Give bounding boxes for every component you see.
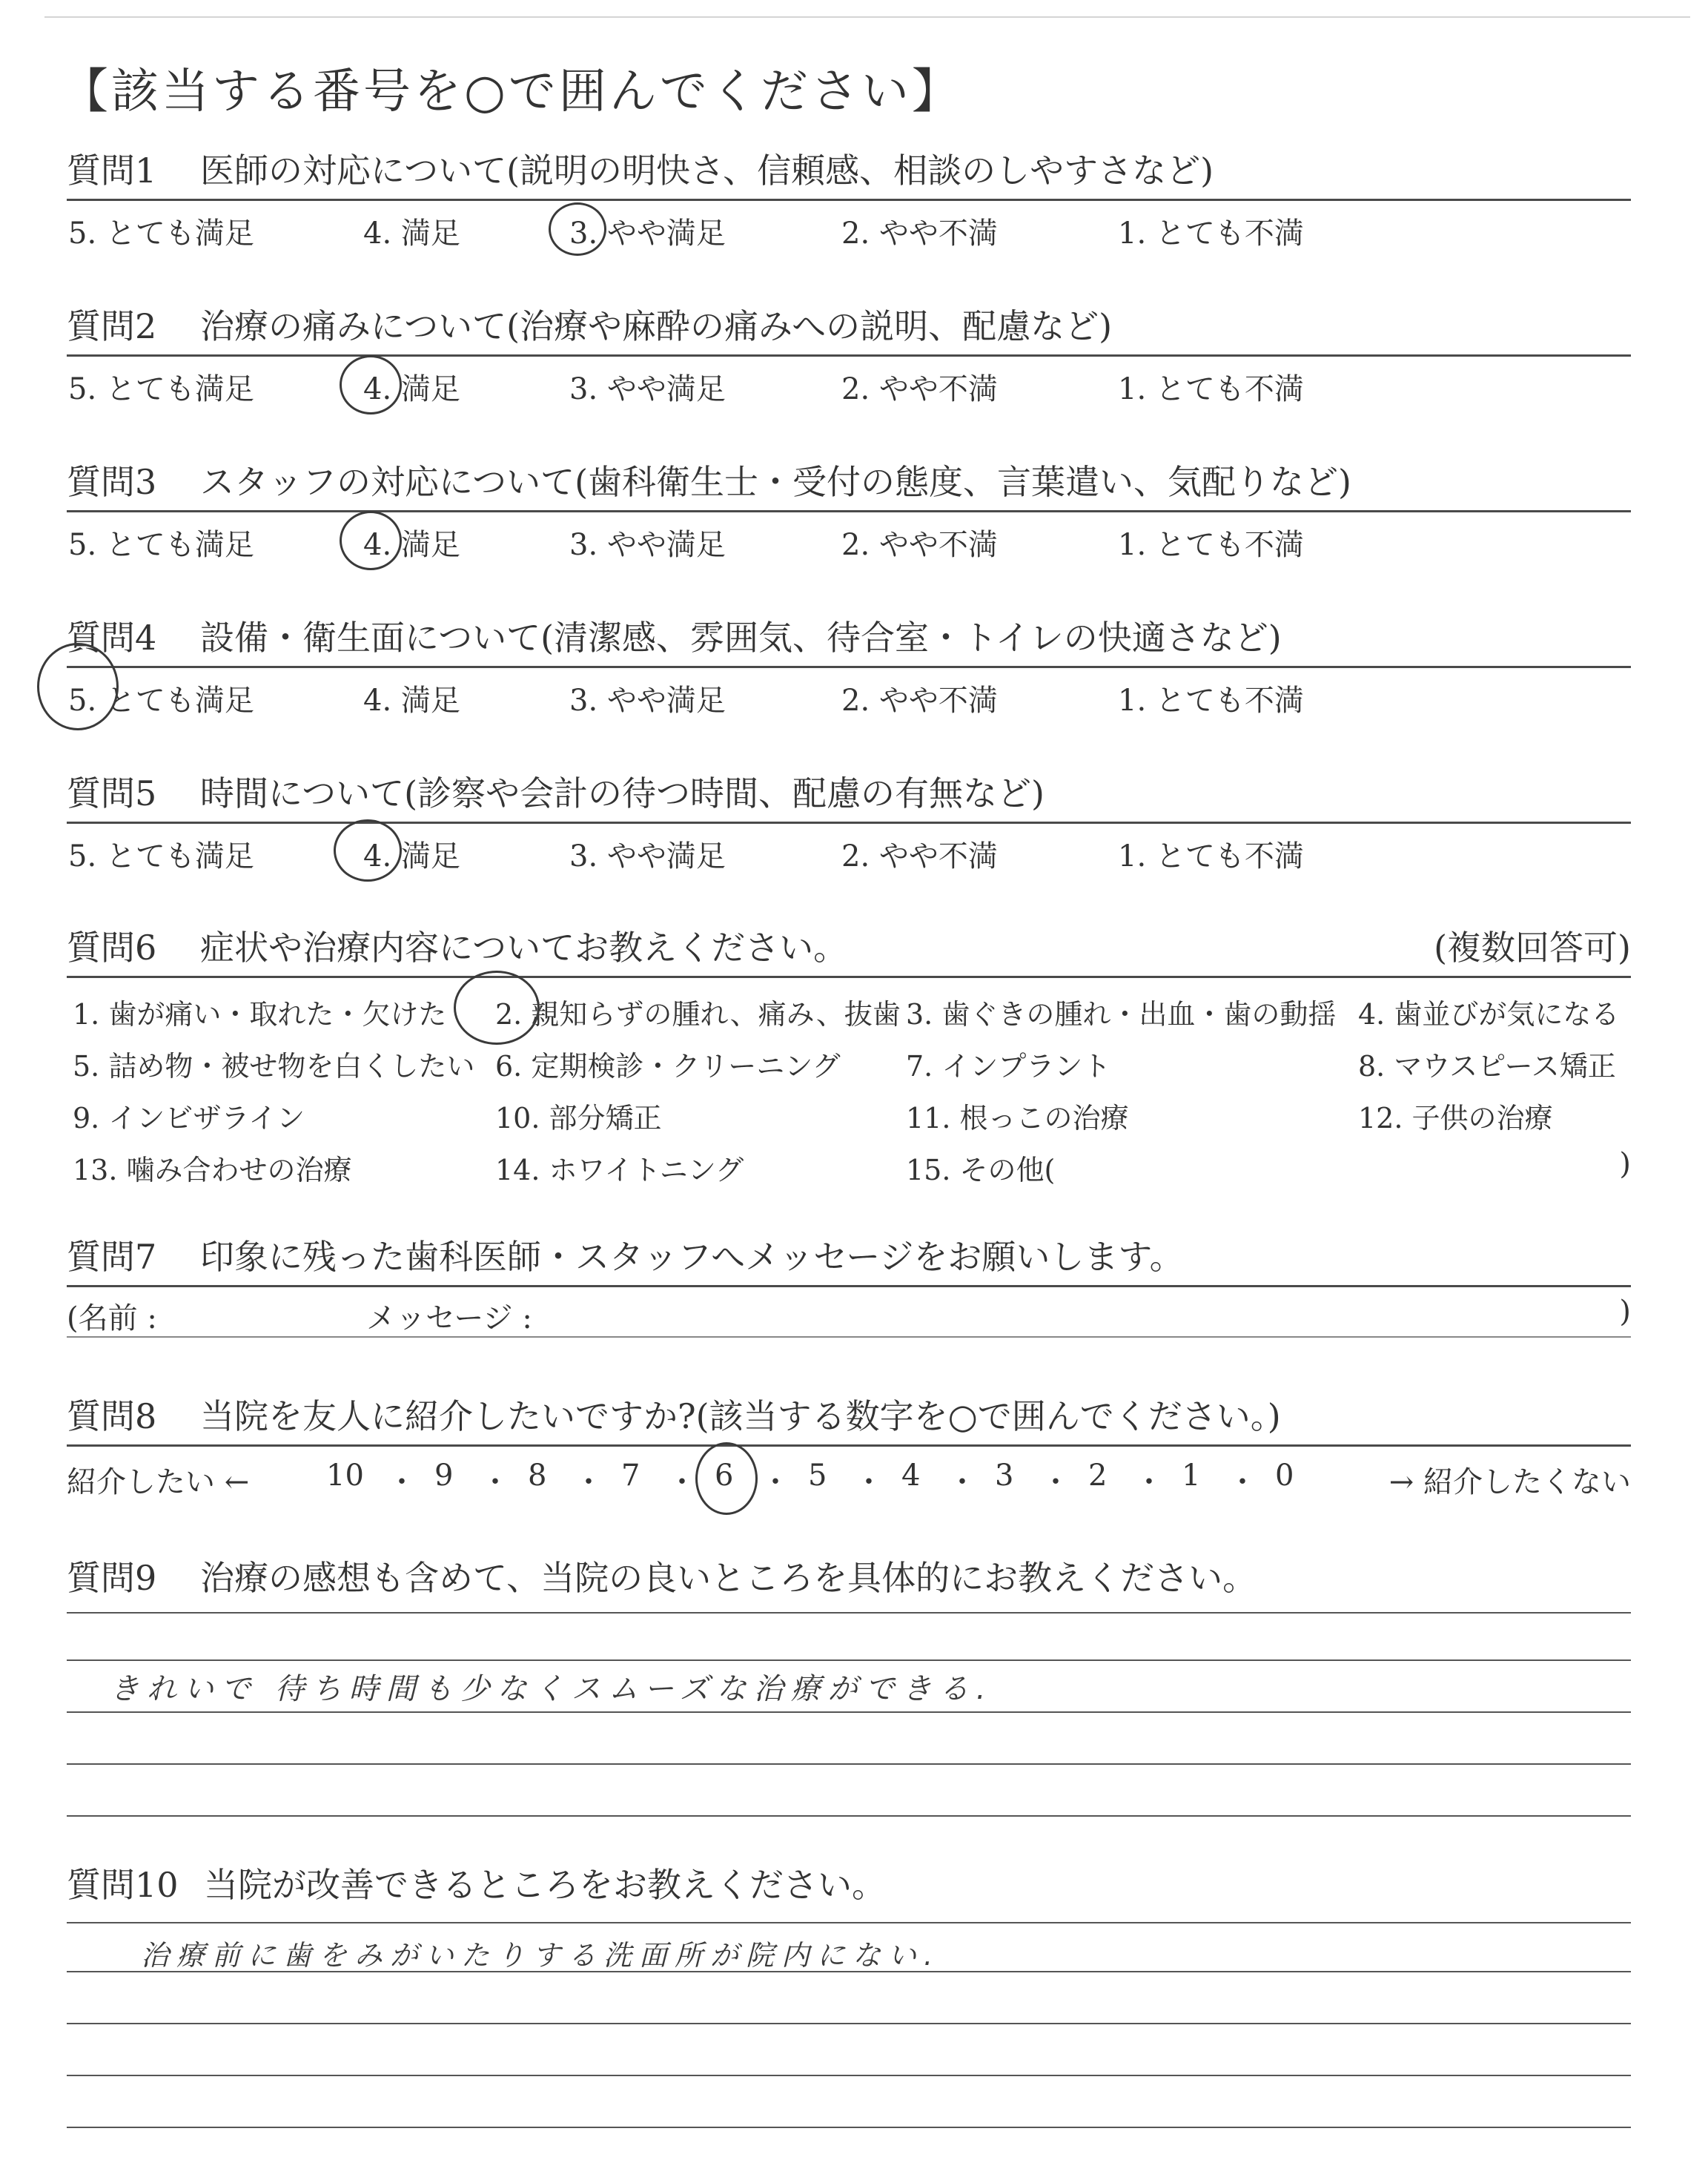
rating-options	[67, 357, 1631, 409]
question-1-header	[67, 141, 1631, 201]
symptom-option[interactable]: 10. 部分矯正	[495, 1102, 662, 1135]
question-6-header	[67, 918, 1631, 978]
symptom-option[interactable]: 3. 歯ぐきの腫れ・出血・歯の動揺	[906, 998, 1337, 1031]
scale-dot: ・	[574, 1465, 603, 1499]
scale-value-8[interactable]: 8	[528, 1459, 547, 1493]
question-3	[67, 452, 1631, 564]
option-1[interactable]: 1. とても不満	[1118, 372, 1304, 406]
question-number: 質問6	[67, 928, 157, 968]
recommend-right-label: → 紹介したくない	[1388, 1465, 1631, 1499]
option-4[interactable]: 4. 満足	[363, 372, 460, 406]
answer-line	[67, 2023, 1631, 2024]
selection-circle	[454, 971, 540, 1045]
symptom-option[interactable]: 5. 詰め物・被せ物を白くしたい	[73, 1050, 475, 1083]
message-line[interactable]	[67, 1287, 1631, 1338]
answer-line	[67, 1659, 1631, 1661]
answer-line	[67, 2075, 1631, 2076]
page-title: 【該当する番号を○で囲んでください】	[61, 65, 962, 119]
symptom-option[interactable]: 1. 歯が痛い・取れた・欠けた	[73, 998, 447, 1031]
scale-dot: ・	[480, 1465, 510, 1499]
option-5[interactable]: 5. とても満足	[68, 217, 254, 251]
option-5[interactable]: 5. とても満足	[68, 684, 254, 718]
question-5	[67, 764, 1631, 876]
scale-value-4[interactable]: 4	[901, 1459, 921, 1493]
option-2[interactable]: 2. やや不満	[841, 684, 998, 718]
question-number: 質問8	[67, 1396, 157, 1436]
scale-value-3[interactable]: 3	[995, 1459, 1014, 1493]
option-2[interactable]: 2. やや不満	[841, 217, 998, 251]
question-8	[67, 1387, 1631, 1506]
option-5[interactable]: 5. とても満足	[68, 839, 254, 873]
option-3[interactable]: 3. やや満足	[569, 217, 726, 251]
rating-options	[67, 201, 1631, 253]
rating-options	[67, 512, 1631, 564]
name-label: (名前 :	[67, 1301, 157, 1335]
scale-value-2[interactable]: 2	[1088, 1459, 1108, 1493]
question-number: 質問4	[67, 618, 157, 658]
question-4	[67, 608, 1631, 720]
scale-dot: ・	[1134, 1465, 1164, 1499]
question-text: スタッフの対応について(歯科衛生士・受付の態度、言葉遣い、気配りなど)	[200, 462, 1351, 502]
question-3-header	[67, 452, 1631, 512]
option-4[interactable]: 4. 満足	[363, 839, 460, 873]
question-8-header	[67, 1387, 1631, 1447]
question-7-header	[67, 1227, 1631, 1287]
symptom-options	[67, 978, 1631, 1186]
answer-line	[67, 1922, 1631, 1923]
question-4-header	[67, 608, 1631, 668]
option-1[interactable]: 1. とても不満	[1118, 217, 1304, 251]
question-number: 質問10	[67, 1865, 179, 1905]
rating-options	[67, 824, 1631, 876]
selection-circle	[549, 202, 606, 256]
selection-circle	[340, 511, 402, 570]
question-7	[67, 1227, 1631, 1338]
scale-dot: ・	[947, 1465, 977, 1499]
recommend-left-label: 紹介したい ←	[67, 1465, 250, 1499]
scale-value-7[interactable]: 7	[621, 1459, 640, 1493]
scale-value-10[interactable]: 10	[326, 1459, 364, 1493]
scale-value-6[interactable]: 6	[715, 1459, 734, 1493]
question-text: 症状や治療内容についてお教えください。	[200, 928, 848, 968]
question-9-header	[67, 1548, 1631, 1606]
option-1[interactable]: 1. とても不満	[1118, 684, 1304, 718]
option-5[interactable]: 5. とても満足	[68, 528, 254, 562]
symptom-option[interactable]: 12. 子供の治療	[1358, 1102, 1553, 1135]
top-rule	[44, 16, 1690, 18]
question-number: 質問3	[67, 462, 157, 502]
question-6	[67, 918, 1631, 1186]
question-number: 質問7	[67, 1237, 157, 1277]
rating-options	[67, 668, 1631, 720]
question-2	[67, 297, 1631, 409]
question-text: 設備・衛生面について(清潔感、雰囲気、待合室・トイレの快適さなど)	[200, 618, 1282, 658]
option-3[interactable]: 3. やや満足	[569, 372, 726, 406]
selection-circle	[334, 819, 402, 882]
symptom-option[interactable]: 15. その他(	[906, 1154, 1056, 1186]
question-number: 質問1	[67, 151, 157, 191]
option-1[interactable]: 1. とても不満	[1118, 839, 1304, 873]
scale-value-1[interactable]: 1	[1182, 1459, 1201, 1493]
option-4[interactable]: 4. 満足	[363, 217, 460, 251]
question-text: 医師の対応について(説明の明快さ、信頼感、相談のしやすさなど)	[200, 151, 1214, 191]
question-10-header	[67, 1855, 1631, 1913]
option-2[interactable]: 2. やや不満	[841, 528, 998, 562]
question-10	[67, 1855, 1631, 1913]
question-text: 治療の痛みについて(治療や麻酔の痛みへの説明、配慮など)	[200, 306, 1113, 346]
question-text: 当院が改善できるところをお教えください。	[204, 1865, 886, 1905]
scale-dot: ・	[1041, 1465, 1070, 1499]
option-3[interactable]: 3. やや満足	[569, 528, 726, 562]
option-2[interactable]: 2. やや不満	[841, 372, 998, 406]
option-4[interactable]: 4. 満足	[363, 528, 460, 562]
q9-handwritten-answer: きれいで 待ち時間も少なくスムーズな治療ができる.	[110, 1672, 993, 1706]
question-5-header	[67, 764, 1631, 824]
option-1[interactable]: 1. とても不満	[1118, 528, 1304, 562]
question-text: 時間について(診察や会計の待つ時間、配慮の有無など)	[200, 773, 1045, 813]
message-close-paren: )	[1619, 1295, 1631, 1329]
symptom-option[interactable]: 2. 親知らずの腫れ、痛み、抜歯	[495, 998, 901, 1031]
multiple-answers-note: (複数回答可)	[1434, 928, 1631, 968]
option-3[interactable]: 3. やや満足	[569, 839, 726, 873]
question-2-header	[67, 297, 1631, 357]
question-9	[67, 1548, 1631, 1606]
answer-line	[67, 1763, 1631, 1765]
recommend-scale	[67, 1447, 1631, 1506]
symptom-option[interactable]: 8. マウスピース矯正	[1358, 1050, 1616, 1083]
option-5[interactable]: 5. とても満足	[68, 372, 254, 406]
selection-circle	[695, 1442, 758, 1515]
option-2[interactable]: 2. やや不満	[841, 839, 998, 873]
question-text: 当院を友人に紹介したいですか?(該当する数字を○で囲んでください。)	[200, 1396, 1281, 1436]
question-1	[67, 141, 1631, 253]
answer-line	[67, 2127, 1631, 2128]
scale-dot: ・	[761, 1465, 790, 1499]
scale-value-0[interactable]: 0	[1275, 1459, 1294, 1493]
option-3[interactable]: 3. やや満足	[569, 684, 726, 718]
scale-value-9[interactable]: 9	[434, 1459, 454, 1493]
scale-value-5[interactable]: 5	[808, 1459, 827, 1493]
question-number: 質問2	[67, 306, 157, 346]
symptom-option[interactable]: 6. 定期検診・クリーニング	[495, 1050, 841, 1083]
symptom-option[interactable]: 7. インプラント	[906, 1050, 1111, 1083]
message-label: メッセージ :	[366, 1301, 532, 1335]
scale-dot: ・	[1228, 1465, 1257, 1499]
question-text: 治療の感想も含めて、当院の良いところを具体的にお教えください。	[200, 1558, 1257, 1598]
scale-dot: ・	[667, 1465, 697, 1499]
answer-line	[67, 1612, 1631, 1614]
answer-line	[67, 1711, 1631, 1713]
q10-handwritten-answer: 治療前に歯をみがいたりする洗面所が院内にない.	[141, 1939, 941, 1972]
question-number: 質問9	[67, 1558, 157, 1598]
other-close-paren: )	[1619, 1147, 1631, 1181]
symptom-option[interactable]: 14. ホワイトニング	[495, 1154, 744, 1186]
question-number: 質問5	[67, 773, 157, 813]
symptom-option[interactable]: 9. インビザライン	[73, 1102, 305, 1135]
answer-line	[67, 1971, 1631, 1972]
symptom-option[interactable]: 11. 根っこの治療	[906, 1102, 1129, 1135]
selection-circle	[37, 643, 119, 730]
option-4[interactable]: 4. 満足	[363, 684, 460, 718]
symptom-option[interactable]: 13. 噛み合わせの治療	[73, 1154, 352, 1186]
answer-line	[67, 1815, 1631, 1817]
question-text: 印象に残った歯科医師・スタッフへメッセージをお願いします。	[200, 1237, 1184, 1277]
selection-circle	[340, 355, 402, 415]
scale-dot: ・	[387, 1465, 417, 1499]
symptom-option[interactable]: 4. 歯並びが気になる	[1358, 998, 1620, 1031]
scale-dot: ・	[854, 1465, 884, 1499]
